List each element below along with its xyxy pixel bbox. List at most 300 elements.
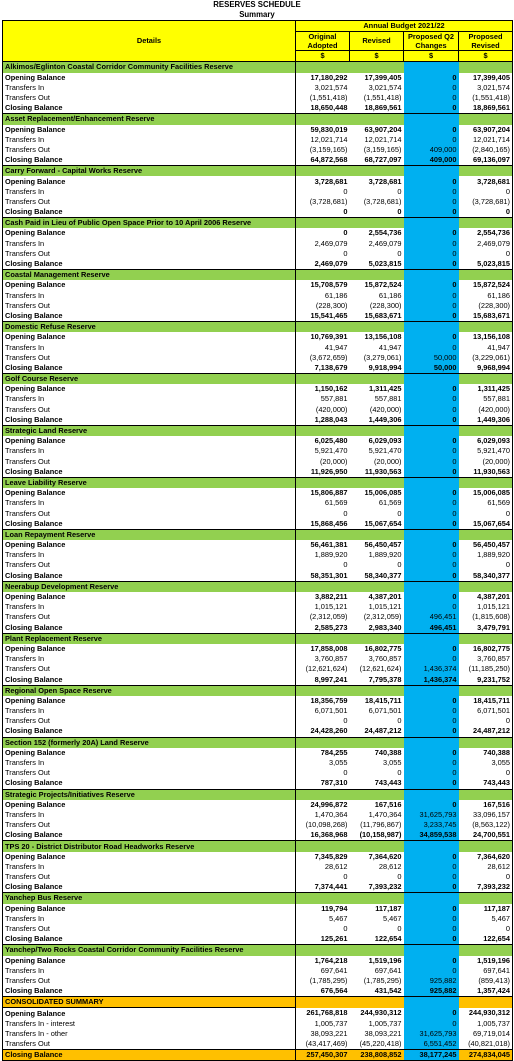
row-label: Transfers In (3, 291, 296, 301)
row-label: Transfers In (3, 550, 296, 560)
table-row (3, 914, 513, 924)
reserve-name: Plant Replacement Reserve (3, 633, 296, 644)
proposed-changes-value: 0 (404, 415, 459, 426)
row-label: Transfers Out (3, 301, 296, 311)
proposed-changes-value: 496,451 (404, 612, 459, 622)
original-adopted-value: 5,921,470 (296, 446, 350, 456)
proposed-changes-value: 0 (404, 73, 459, 83)
section-spacer-cell (350, 62, 404, 73)
section-spacer-cell (296, 685, 350, 696)
table-row (3, 602, 513, 612)
original-adopted-value: 557,881 (296, 394, 350, 404)
section-spacer-cell (350, 997, 404, 1008)
original-adopted-value: (3,728,681) (296, 197, 350, 207)
row-label: Transfers In (3, 758, 296, 768)
reserve-name: Loan Repayment Reserve (3, 529, 296, 540)
proposed-changes-value: 0 (404, 602, 459, 612)
section-spacer-cell (350, 737, 404, 748)
proposed-changes-value: 409,000 (404, 155, 459, 166)
revised-value: 238,808,852 (350, 1050, 404, 1061)
revised-value: 28,612 (378, 861, 402, 871)
original-adopted-value: 0 (296, 872, 350, 882)
original-adopted-value: 11,926,950 (296, 467, 350, 478)
row-label: Closing Balance (3, 207, 296, 218)
proposed-changes-value: 0 (404, 872, 459, 882)
row-label: Transfers In (3, 394, 296, 404)
proposed-revised-value: (1,815,608) (459, 612, 513, 622)
table-row (3, 924, 513, 934)
revised-value: 3,055 (383, 758, 402, 768)
row-label: Transfers In (3, 914, 296, 924)
proposed-revised-value: 3,055 (459, 758, 513, 768)
proposed-changes-value: 0 (404, 436, 459, 446)
table-row (3, 904, 513, 914)
original-adopted-value: 787,310 (296, 778, 350, 789)
revised-value: 0 (397, 186, 402, 196)
original-adopted-value: 3,021,574 (296, 83, 350, 93)
table-row (3, 135, 513, 145)
revised-value: 17,399,405 (364, 72, 402, 82)
proposed-changes-value: 0 (404, 488, 459, 498)
section-spacer-cell (459, 477, 513, 488)
revised-value: 0 (350, 207, 404, 218)
proposed-changes-value: 0 (404, 654, 459, 664)
reserve-name: Carry Forward - Capital Works Reserve (3, 166, 296, 177)
proposed-revised-value: 61,186 (459, 291, 513, 301)
proposed-changes-value: 0 (404, 852, 459, 862)
original-adopted-value: 1,889,920 (296, 550, 350, 560)
row-label: Opening Balance (3, 1008, 296, 1019)
reserve-section-header (3, 893, 513, 904)
section-spacer-cell (459, 945, 513, 956)
table-row (3, 342, 513, 352)
proposed-changes-value: 0 (404, 748, 459, 758)
proposed-revised-value: 3,479,791 (459, 623, 513, 634)
proposed-changes-value: 0 (404, 394, 459, 404)
original-adopted-value: 16,368,968 (296, 830, 350, 841)
reserve-section-header (3, 685, 513, 696)
original-adopted-value: 58,351,301 (296, 571, 350, 582)
proposed-changes-value: 50,000 (404, 363, 459, 374)
original-adopted-value: 3,055 (296, 758, 350, 768)
section-spacer-cell (350, 581, 404, 592)
row-label: Closing Balance (3, 1050, 296, 1061)
table-row (3, 592, 513, 602)
section-spacer-cell (296, 581, 350, 592)
table-row (3, 394, 513, 404)
table-row (3, 83, 513, 93)
proposed-revised-value: 0 (459, 924, 513, 934)
section-spacer-cell (459, 997, 513, 1008)
revised-value: 5,467 (383, 913, 402, 923)
section-spacer-cell (404, 841, 459, 852)
row-label: Opening Balance (3, 956, 296, 966)
section-spacer-cell (404, 945, 459, 956)
revised-value: 2,554,736 (368, 228, 402, 238)
revised-value: 743,443 (350, 778, 404, 789)
table-row (3, 301, 513, 311)
proposed-revised-value: 0 (459, 508, 513, 518)
original-adopted-value: 38,093,221 (296, 1029, 350, 1039)
reserve-section-header (3, 945, 513, 956)
table-row (3, 467, 513, 478)
row-label: Transfers In (3, 862, 296, 872)
revised-value: 557,881 (374, 394, 402, 404)
original-adopted-value: (3,159,165) (296, 145, 350, 155)
reserve-name: CONSOLIDATED SUMMARY (3, 997, 296, 1008)
proposed-revised-value: 5,921,470 (459, 446, 513, 456)
table-row (3, 508, 513, 518)
proposed-revised-value: 3,760,857 (459, 654, 513, 664)
original-adopted-value: 18,356,759 (296, 696, 350, 706)
revised-value: 6,071,501 (368, 706, 402, 716)
proposed-revised-value: 1,005,737 (459, 1019, 513, 1029)
proposed-changes-value: 0 (404, 498, 459, 508)
proposed-revised-value: 15,067,654 (459, 519, 513, 530)
section-spacer-cell (296, 737, 350, 748)
original-adopted-value: 7,374,441 (296, 882, 350, 893)
original-adopted-value: (20,000) (296, 457, 350, 467)
proposed-changes-value: 0 (404, 135, 459, 145)
row-label: Transfers Out (3, 93, 296, 103)
section-spacer-cell (404, 633, 459, 644)
proposed-revised-value: 3,728,681 (459, 176, 513, 186)
proposed-changes-value: 496,451 (404, 623, 459, 634)
row-label: Transfers Out (3, 716, 296, 726)
row-label: Opening Balance (3, 852, 296, 862)
reserve-name: Section 152 (formerly 20A) Land Reserve (3, 737, 296, 748)
table-row (3, 716, 513, 726)
original-adopted-value: 6,025,480 (296, 436, 350, 446)
table-row (3, 852, 513, 862)
original-adopted-value: 61,186 (296, 291, 350, 301)
reserve-section-header (3, 166, 513, 177)
row-label: Closing Balance (3, 726, 296, 737)
section-spacer-cell (350, 166, 404, 177)
proposed-changes-value: 0 (404, 560, 459, 570)
table-row (3, 249, 513, 259)
row-label: Transfers In (3, 706, 296, 716)
details-header: Details (3, 21, 296, 62)
section-spacer-cell (459, 893, 513, 904)
revised-value: 2,469,079 (368, 238, 402, 248)
table-row (3, 830, 513, 841)
section-spacer-cell (296, 114, 350, 125)
proposed-changes-value: 0 (404, 778, 459, 789)
revised-value: 7,795,378 (350, 674, 404, 685)
revised-value: 0 (397, 924, 402, 934)
proposed-changes-value: 0 (404, 301, 459, 311)
proposed-changes-value: 0 (404, 592, 459, 602)
reserve-section-header (3, 633, 513, 644)
revised-value: 61,569 (378, 498, 402, 508)
table-row (3, 93, 513, 103)
section-spacer-cell (296, 477, 350, 488)
proposed-changes-value: 0 (404, 934, 459, 945)
reserve-name: Strategic Land Reserve (3, 425, 296, 436)
revised-value: 38,093,221 (364, 1028, 402, 1038)
table-row (3, 882, 513, 893)
revised-value: 0 (397, 508, 402, 518)
revised-value: 15,683,671 (350, 311, 404, 322)
revised-value: 122,654 (350, 934, 404, 945)
table-row (3, 239, 513, 249)
revised-value: 15,872,524 (364, 280, 402, 290)
row-label: Opening Balance (3, 488, 296, 498)
revised-value: 0 (397, 248, 402, 258)
revised-value: 61,186 (378, 290, 402, 300)
proposed-revised-value: 61,569 (459, 498, 513, 508)
table-row (3, 956, 513, 966)
proposed-revised-value: 6,029,093 (459, 436, 513, 446)
proposed-revised-value: 117,187 (459, 904, 513, 914)
proposed-changes-value: 0 (404, 540, 459, 550)
table-row (3, 664, 513, 674)
table-row (3, 197, 513, 207)
proposed-revised-value: (859,413) (459, 976, 513, 986)
proposed-changes-value: 0 (404, 726, 459, 737)
original-adopted-header: Original Adopted (296, 32, 350, 51)
proposed-revised-value: (8,563,122) (459, 820, 513, 830)
section-spacer-cell (404, 477, 459, 488)
original-adopted-value: 0 (296, 768, 350, 778)
row-label: Transfers Out (3, 560, 296, 570)
revised-value: (1,785,295) (363, 975, 402, 985)
table-row (3, 228, 513, 238)
proposed-changes-value: 0 (404, 800, 459, 810)
section-spacer-cell (459, 114, 513, 125)
reserve-section-header (3, 270, 513, 281)
proposed-changes-value: 0 (404, 446, 459, 456)
revised-value: (2,312,059) (363, 612, 402, 622)
revised-value: 18,415,711 (364, 695, 402, 705)
proposed-revised-value: 18,415,711 (459, 696, 513, 706)
row-label: Transfers Out (3, 924, 296, 934)
original-adopted-value: 59,830,019 (296, 125, 350, 135)
proposed-revised-value: (1,551,418) (459, 93, 513, 103)
revised-value: 11,930,563 (350, 467, 404, 478)
section-spacer-cell (296, 322, 350, 333)
table-row (3, 810, 513, 820)
revised-value: (3,159,165) (363, 144, 402, 154)
proposed-revised-value: 1,357,424 (459, 986, 513, 997)
section-spacer-cell (404, 737, 459, 748)
section-spacer-cell (404, 997, 459, 1008)
revised-value: 9,918,994 (350, 363, 404, 374)
row-label: Opening Balance (3, 800, 296, 810)
row-label: Transfers Out (3, 457, 296, 467)
row-label: Opening Balance (3, 592, 296, 602)
table-row (3, 820, 513, 830)
proposed-changes-value: 0 (404, 83, 459, 93)
proposed-changes-value: 31,625,793 (404, 810, 459, 820)
section-spacer-cell (350, 893, 404, 904)
section-spacer-cell (459, 166, 513, 177)
row-label: Opening Balance (3, 748, 296, 758)
row-label: Closing Balance (3, 519, 296, 530)
table-row (3, 311, 513, 322)
proposed-revised-value: 15,683,671 (459, 311, 513, 322)
table-row (3, 654, 513, 664)
proposed-revised-value: 24,700,551 (459, 830, 513, 841)
original-adopted-value: 0 (296, 228, 350, 238)
table-row (3, 862, 513, 872)
reserve-name: Regional Open Space Reserve (3, 685, 296, 696)
table-row (3, 103, 513, 114)
table-row (3, 550, 513, 560)
table-row (3, 291, 513, 301)
table-row (3, 457, 513, 467)
row-label: Closing Balance (3, 623, 296, 634)
proposed-revised-value: 5,467 (459, 914, 513, 924)
proposed-revised-value: (40,821,018) (459, 1039, 513, 1050)
table-row (3, 332, 513, 342)
revised-value: 16,802,775 (364, 643, 402, 653)
revised-value: 3,021,574 (368, 82, 402, 92)
original-adopted-value: 8,997,241 (296, 674, 350, 685)
revised-value: 1,519,196 (368, 955, 402, 965)
section-spacer-cell (404, 685, 459, 696)
proposed-revised-value: 244,930,312 (459, 1008, 513, 1019)
table-row (3, 934, 513, 945)
section-spacer-cell (459, 685, 513, 696)
row-label: Transfers In (3, 498, 296, 508)
proposed-changes-value: 0 (404, 249, 459, 259)
proposed-revised-value: 6,071,501 (459, 706, 513, 716)
revised-value: (11,796,867) (360, 820, 402, 830)
proposed-revised-value: 11,930,563 (459, 467, 513, 478)
revised-value: (20,000) (373, 456, 402, 466)
proposed-changes-value: 0 (404, 1019, 459, 1029)
proposed-changes-value: 925,882 (404, 986, 459, 997)
section-spacer-cell (350, 374, 404, 385)
section-spacer-cell (350, 841, 404, 852)
table-row (3, 488, 513, 498)
original-adopted-value: (1,551,418) (296, 93, 350, 103)
proposed-revised-value: 0 (459, 768, 513, 778)
proposed-revised-value: 0 (459, 207, 513, 218)
proposed-changes-value: 0 (404, 103, 459, 114)
reserve-name: Leave Liability Reserve (3, 477, 296, 488)
reserve-name: TPS 20 - District Distributor Road Headworks Reserve (3, 841, 296, 852)
row-label: Closing Balance (3, 882, 296, 893)
original-adopted-value: 3,882,211 (296, 592, 350, 602)
proposed-revised-value: (228,300) (459, 301, 513, 311)
page-title: RESERVES SCHEDULE (213, 0, 301, 9)
proposed-changes-value: 0 (404, 176, 459, 186)
section-spacer-cell (459, 322, 513, 333)
row-label: Transfers In (3, 654, 296, 664)
section-spacer-cell (459, 270, 513, 281)
row-label: Transfers In (3, 966, 296, 976)
original-adopted-value: 17,858,008 (296, 644, 350, 654)
reserve-section-header (3, 737, 513, 748)
row-label: Opening Balance (3, 176, 296, 186)
row-label: Transfers In (3, 83, 296, 93)
section-spacer-cell (459, 529, 513, 540)
row-label: Closing Balance (3, 571, 296, 582)
row-label: Transfers In - interest (3, 1019, 296, 1029)
section-spacer-cell (404, 62, 459, 73)
section-spacer-cell (296, 893, 350, 904)
section-spacer-cell (350, 633, 404, 644)
proposed-changes-value: 0 (404, 384, 459, 394)
original-adopted-value: 15,708,579 (296, 280, 350, 290)
proposed-changes-value: 0 (404, 644, 459, 654)
section-spacer-cell (350, 114, 404, 125)
row-label: Transfers Out (3, 249, 296, 259)
proposed-revised-value: 697,641 (459, 966, 513, 976)
proposed-revised-value: 9,968,994 (459, 363, 513, 374)
proposed-revised-value: 13,156,108 (459, 332, 513, 342)
proposed-changes-value: 0 (404, 457, 459, 467)
proposed-changes-value: 50,000 (404, 353, 459, 363)
reserve-section-header (3, 997, 513, 1008)
row-label: Opening Balance (3, 228, 296, 238)
revised-value: 18,869,561 (350, 103, 404, 114)
table-row (3, 363, 513, 374)
revised-value: 1,889,920 (368, 550, 402, 560)
reserve-section-header (3, 374, 513, 385)
row-label: Transfers Out (3, 820, 296, 830)
revised-value: 56,450,457 (364, 540, 402, 550)
section-spacer-cell (459, 633, 513, 644)
table-row (3, 674, 513, 685)
proposed-revised-value: 41,947 (459, 342, 513, 352)
section-spacer-cell (459, 374, 513, 385)
revised-value: (3,279,061) (363, 352, 402, 362)
reserve-name: Strategic Projects/Initiatives Reserve (3, 789, 296, 800)
row-label: Transfers In (3, 602, 296, 612)
row-label: Transfers Out (3, 353, 296, 363)
proposed-changes-value: 0 (404, 882, 459, 893)
original-adopted-value: 1,288,043 (296, 415, 350, 426)
table-row (3, 405, 513, 415)
proposed-revised-value: 15,872,524 (459, 280, 513, 290)
budget-group-header: Annual Budget 2021/22 (296, 21, 513, 32)
proposed-revised-value: 7,393,232 (459, 882, 513, 893)
original-adopted-value: 61,569 (296, 498, 350, 508)
section-spacer-cell (350, 789, 404, 800)
proposed-revised-header: Proposed Revised (459, 32, 513, 51)
proposed-revised-value: (420,000) (459, 405, 513, 415)
reserve-section-header (3, 477, 513, 488)
section-spacer-cell (404, 529, 459, 540)
original-adopted-value: 24,996,872 (296, 800, 350, 810)
original-adopted-value: 15,868,456 (296, 519, 350, 530)
section-spacer-cell (296, 789, 350, 800)
section-spacer-cell (404, 893, 459, 904)
revised-value: 7,393,232 (350, 882, 404, 893)
section-spacer-cell (296, 374, 350, 385)
original-adopted-value: 0 (296, 560, 350, 570)
proposed-revised-value: (2,840,165) (459, 145, 513, 155)
row-label: Transfers Out (3, 768, 296, 778)
proposed-changes-value: 38,177,245 (404, 1050, 459, 1061)
table-row (3, 1039, 513, 1050)
section-spacer-cell (296, 425, 350, 436)
proposed-revised-value: 2,554,736 (459, 228, 513, 238)
revised-value: 1,311,425 (369, 384, 402, 394)
reserve-name: Cash Paid in Lieu of Public Open Space Prior to 10 April 2006 Reserve (3, 218, 296, 229)
proposed-changes-value: 0 (404, 904, 459, 914)
original-adopted-value: 24,428,260 (296, 726, 350, 737)
revised-value: (3,728,681) (363, 196, 402, 206)
revised-value: 12,021,714 (364, 134, 402, 144)
proposed-changes-value: 0 (404, 966, 459, 976)
proposed-changes-value: 0 (404, 280, 459, 290)
original-adopted-value: 2,585,273 (296, 623, 350, 634)
